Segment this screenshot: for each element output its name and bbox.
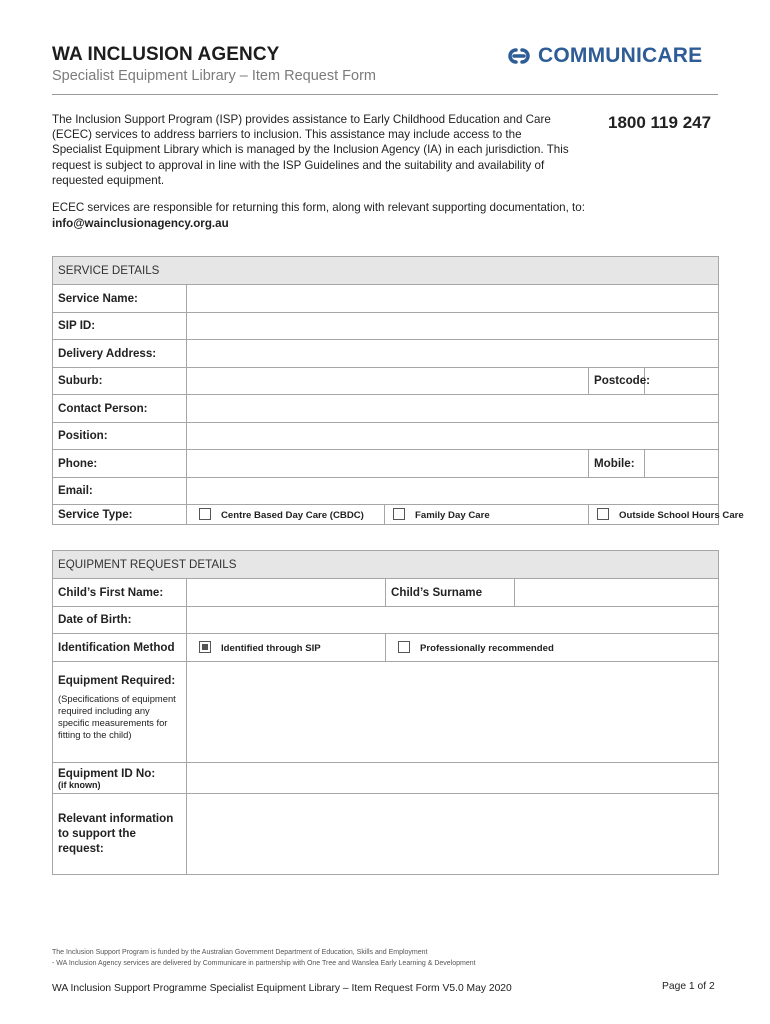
intro-paragraph: The Inclusion Support Program (ISP) provides assistance to Early Childhood Education and Care (ECEC) services to address barriers to inclusion. This assistance may include access to the Specialist Equipment Library which is managed by the Inclusion Agency (IA) in each jurisdiction. This request is subject to approval in line with the ISP Guidelines and the suitability and availability of requested equipment. [52, 113, 569, 187]
equipment-required-field[interactable] [187, 661, 719, 762]
email-label: Email: [53, 477, 187, 505]
service-details-heading: SERVICE DETAILS [53, 257, 719, 285]
option-label-professional: Professionally recommended [420, 642, 554, 654]
phone-label: Phone: [53, 450, 187, 478]
contact-person-label: Contact Person: [53, 395, 187, 423]
option-label-cbdc: Centre Based Day Care (CBDC) [221, 510, 364, 521]
option-label-oshc: Outside School Hours Care [619, 510, 744, 521]
position-label: Position: [53, 422, 187, 450]
footer-doc-name: WA Inclusion Support Programme Specialist Equipment Library – Item Request Form V5.0 May 2020 [52, 983, 512, 994]
logo-text: COMMUNICARE [538, 44, 703, 67]
equipment-id-field[interactable] [187, 762, 719, 793]
funding-footnote: The Inclusion Support Program is funded by the Australian Government Department of Education, Skills and Employment [52, 949, 428, 956]
service-type-option-fdc[interactable] [385, 505, 589, 525]
contact-person-field[interactable] [187, 395, 719, 423]
postcode-field[interactable] [645, 367, 719, 395]
equipment-required-note: (Specifications of equipment required including any specific measurements for fitting to the child) [58, 692, 176, 740]
sip-id-field[interactable] [187, 312, 719, 340]
checkbox-identified-sip[interactable] [199, 641, 211, 653]
equipment-id-label: Equipment ID No: [58, 766, 156, 780]
equipment-id-note: (if known) [58, 779, 101, 790]
service-name-field[interactable] [187, 285, 719, 313]
checkbox-cbdc[interactable] [199, 508, 211, 520]
checkbox-professional[interactable] [398, 641, 410, 653]
service-details-table [52, 256, 744, 525]
checkbox-oshc[interactable] [597, 508, 609, 520]
position-field[interactable] [187, 422, 719, 450]
header-divider [52, 94, 718, 95]
delivery-address-field[interactable] [187, 340, 719, 368]
dob-label: Date of Birth: [53, 606, 187, 634]
equipment-required-label: Equipment Required: [58, 673, 176, 687]
service-type-label: Service Type: [53, 505, 187, 525]
mobile-label: Mobile: [589, 450, 645, 478]
child-first-name-field[interactable] [187, 579, 386, 607]
equipment-id-cell [53, 762, 187, 793]
communicare-logo [504, 44, 702, 68]
partnership-footnote: - WA Inclusion Agency services are delivered by Communicare in partnership with One Tree and Wanslea Early Learning & Development [52, 960, 476, 967]
identification-option-sip[interactable] [187, 634, 386, 662]
suburb-field[interactable] [187, 367, 589, 395]
return-email-link[interactable]: info@wainclusionagency.org.au [52, 217, 229, 230]
child-first-name-label: Child’s First Name: [53, 579, 187, 607]
return-text: ECEC services are responsible for returning this form, along with relevant supporting documentation, to: [52, 201, 585, 214]
page-subtitle: Specialist Equipment Library – Item Request Form [52, 68, 376, 84]
service-type-option-oshc[interactable] [589, 505, 744, 525]
return-instructions [52, 200, 712, 232]
equipment-details-table [52, 550, 719, 875]
equipment-required-cell [53, 661, 187, 762]
dob-field[interactable] [187, 606, 719, 634]
sip-id-label: SIP ID: [53, 312, 187, 340]
email-field[interactable] [187, 477, 719, 505]
child-surname-field[interactable] [515, 579, 719, 607]
footer-page-number: Page 1 of 2 [662, 981, 715, 992]
equipment-details-heading: EQUIPMENT REQUEST DETAILS [53, 551, 719, 579]
child-surname-label: Child’s Surname [386, 579, 515, 607]
phone-number: 1800 119 247 [608, 113, 712, 132]
page-title: WA INCLUSION AGENCY [52, 44, 280, 65]
service-type-option-cbdc[interactable] [187, 505, 385, 525]
postcode-label: Postcode: [589, 367, 645, 395]
identification-option-professional[interactable] [386, 634, 719, 662]
relevant-info-field[interactable] [187, 793, 719, 874]
service-name-label: Service Name: [53, 285, 187, 313]
suburb-label: Suburb: [53, 367, 187, 395]
delivery-address-label: Delivery Address: [53, 340, 187, 368]
mobile-field[interactable] [645, 450, 719, 478]
relevant-info-label: Relevant information to support the request: [53, 793, 187, 874]
option-label-sip: Identified through SIP [221, 642, 321, 654]
phone-field[interactable] [187, 450, 589, 478]
communicare-logo-icon [504, 46, 534, 66]
checkbox-fdc[interactable] [393, 508, 405, 520]
option-label-fdc: Family Day Care [415, 510, 490, 521]
identification-method-label: Identification Method [53, 634, 187, 662]
